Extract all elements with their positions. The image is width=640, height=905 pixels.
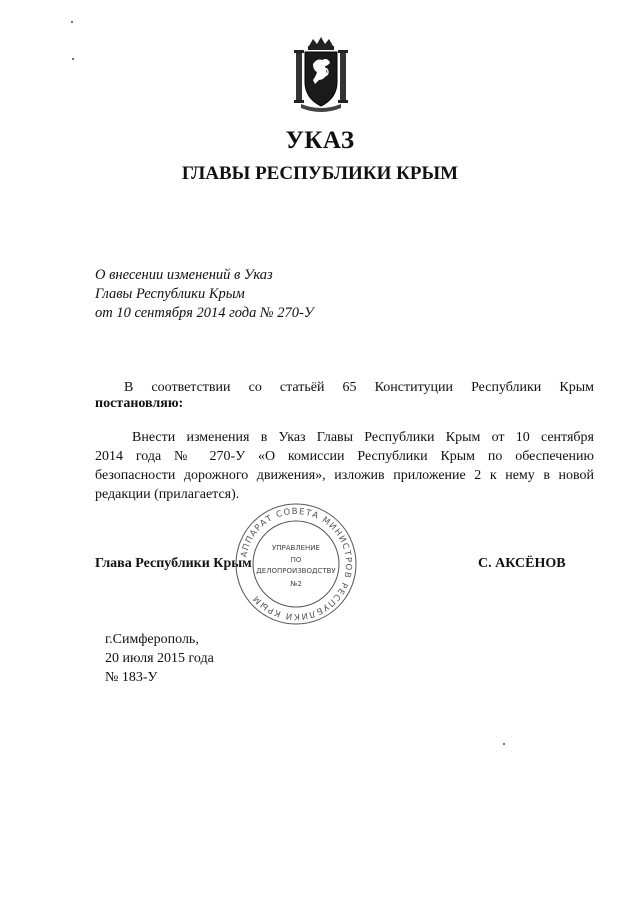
body-line: редакции (прилагается).: [95, 487, 240, 502]
document-issuer: ГЛАВЫ РЕСПУБЛИКИ КРЫМ: [181, 163, 459, 184]
preamble-line: В соответствии со статьёй 65 Конституции Республики Крым: [124, 380, 594, 395]
subject-line: О внесении изменений в Указ: [95, 267, 273, 283]
document-number: № 183-У: [105, 670, 158, 685]
stamp-line: УПРАВЛЕНИЕ: [272, 544, 320, 552]
crimea-emblem-icon: [291, 36, 351, 112]
stamp-line: ДЕЛОПРОИЗВОДСТВУ: [256, 567, 336, 575]
signatory-position: Глава Республики Крым: [95, 556, 252, 571]
body-line: Внести изменения в Указ Главы Республики Крым от 10 сентября: [132, 430, 594, 445]
stamp-line: ПО: [290, 556, 302, 564]
document-type: УКАЗ: [285, 127, 355, 154]
date-of-signing: 20 июля 2015 года: [105, 651, 214, 666]
stamp-ring-text: АППАРАТ СОВЕТА МИНИСТРОВ РЕСПУБЛИКИ КРЫМ: [239, 506, 354, 622]
official-stamp: [232, 500, 360, 628]
subject-line: Главы Республики Крым: [95, 286, 245, 302]
signatory-name: С. АКСЁНОВ: [478, 556, 566, 571]
body-line: безопасности дорожного движения», изложив приложение 2 к нему в новой: [95, 468, 594, 483]
scan-speck: [503, 743, 505, 745]
scan-speck: [71, 21, 73, 23]
body-line: 2014 года № 270-У «О комиссии Республики Крым по обеспечению: [95, 449, 594, 464]
place-of-signing: г.Симферополь,: [105, 632, 199, 647]
scan-speck: [72, 58, 74, 60]
preamble-decree-word: постановляю:: [95, 396, 184, 411]
stamp-line: №2: [290, 580, 302, 588]
subject-line: от 10 сентября 2014 года № 270-У: [95, 305, 314, 321]
